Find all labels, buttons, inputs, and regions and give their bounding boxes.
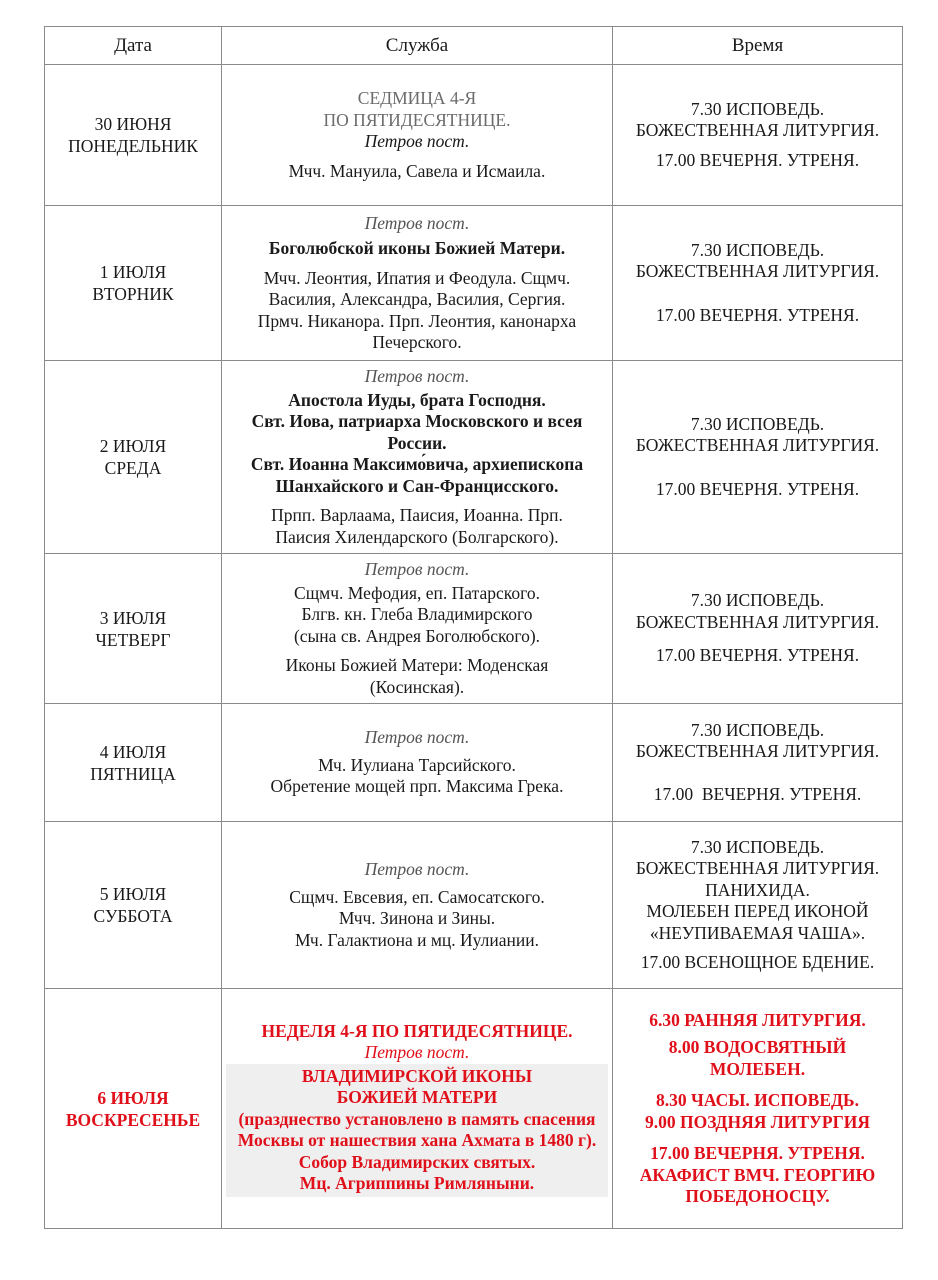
service-cell: НЕДЕЛЯ 4-Я ПО ПЯТИДЕСЯТНИЦЕ. Петров пост. ВЛАДИМИРСКОЙ ИКОНЫ БОЖИЕЙ МАТЕРИ (празднество установлено в память спасения Москвы от нашествия хана Ахмата в 1480 г). Собор Владимирских святых. Мц. Агриппины Римляныни.: [222, 989, 613, 1229]
date-cell: 3 ИЮЛЯ ЧЕТВЕРГ: [45, 554, 222, 704]
date-cell: 1 ИЮЛЯ ВТОРНИК: [45, 206, 222, 361]
table-row: [45, 206, 903, 361]
service-cell: СЕДМИЦА 4-Я ПО ПЯТИДЕСЯТНИЦЕ. Петров пост. Мчч. Мануила, Савела и Исмаила.: [222, 65, 613, 206]
service-cell: Петров пост. Сщмч. Евсевия, еп. Самосатского. Мчч. Зинона и Зины. Мч. Галактиона и мц. Иулиании.: [222, 822, 613, 989]
date-cell: 4 ИЮЛЯ ПЯТНИЦА: [45, 704, 222, 822]
time-cell: 7.30 ИСПОВЕДЬ. БОЖЕСТВЕННАЯ ЛИТУРГИЯ. 17.00 ВЕЧЕРНЯ. УТРЕНЯ.: [613, 206, 903, 361]
service-cell: Петров пост. Боголюбской иконы Божией Матери. Мчч. Леонтия, Ипатия и Феодула. Сщмч. Василия, Александра, Василия, Сергия. Прмч. Никанора. Прп. Леонтия, канонарха Печерского.: [222, 206, 613, 361]
service-cell: Петров пост. Апостола Иуды, брата Господня. Свт. Иова, патриарха Московского и всея России. Свт. Иоанна Максимо́вича, архиепископа Шанхайского и Сан-Францисского. Прпп. Варлаама, Паисия, Иоанна. Прп. Паисия Хилендарского (Болгарского).: [222, 361, 613, 554]
header-service: Служба: [222, 27, 613, 65]
table-row: [45, 704, 903, 822]
table-row: [45, 65, 903, 206]
date-cell: 6 ИЮЛЯ ВОСКРЕСЕНЬЕ: [45, 989, 222, 1229]
time-cell: 6.30 РАННЯЯ ЛИТУРГИЯ. 8.00 ВОДОСВЯТНЫЙ МОЛЕБЕН. 8.30 ЧАСЫ. ИСПОВЕДЬ. 9.00 ПОЗДНЯЯ ЛИТУРГИЯ 17.00 ВЕЧЕРНЯ. УТРЕНЯ. АКАФИСТ ВМЧ. ГЕОРГИЮ ПОБЕДОНОСЦУ.: [613, 989, 903, 1229]
time-cell: 7.30 ИСПОВЕДЬ. БОЖЕСТВЕННАЯ ЛИТУРГИЯ. 17.00 ВЕЧЕРНЯ. УТРЕНЯ.: [613, 65, 903, 206]
date-cell: 5 ИЮЛЯ СУББОТА: [45, 822, 222, 989]
date-cell: 2 ИЮЛЯ СРЕДА: [45, 361, 222, 554]
table-row: [45, 822, 903, 989]
time-cell: 7.30 ИСПОВЕДЬ. БОЖЕСТВЕННАЯ ЛИТУРГИЯ. 17.00 ВЕЧЕРНЯ. УТРЕНЯ.: [613, 554, 903, 704]
header-time: Время: [613, 27, 903, 65]
highlight-block: ВЛАДИМИРСКОЙ ИКОНЫ БОЖИЕЙ МАТЕРИ (празднество установлено в память спасения Москвы от нашествия хана Ахмата в 1480 г). Собор Владимирских святых. Мц. Агриппины Римляныни.: [226, 1064, 608, 1197]
table-row: [45, 554, 903, 704]
time-cell: 7.30 ИСПОВЕДЬ. БОЖЕСТВЕННАЯ ЛИТУРГИЯ. 17.00 ВЕЧЕРНЯ. УТРЕНЯ.: [613, 361, 903, 554]
service-cell: Петров пост. Сщмч. Мефодия, еп. Патарского. Блгв. кн. Глеба Владимирского (сына св. Андрея Боголюбского). Иконы Божией Матери: Моденская (Косинская).: [222, 554, 613, 704]
table-row: [45, 989, 903, 1229]
service-cell: Петров пост. Мч. Иулиана Тарсийского. Обретение мощей прп. Максима Грека.: [222, 704, 613, 822]
header-row: [45, 27, 903, 65]
header-date: Дата: [45, 27, 222, 65]
time-cell: 7.30 ИСПОВЕДЬ. БОЖЕСТВЕННАЯ ЛИТУРГИЯ. 17.00 ВЕЧЕРНЯ. УТРЕНЯ.: [613, 704, 903, 822]
table-row: [45, 361, 903, 554]
date-cell: 30 ИЮНЯ ПОНЕДЕЛЬНИК: [45, 65, 222, 206]
time-cell: 7.30 ИСПОВЕДЬ. БОЖЕСТВЕННАЯ ЛИТУРГИЯ. ПАНИХИДА. МОЛЕБЕН ПЕРЕД ИКОНОЙ «НЕУПИВАЕМАЯ ЧАША». 17.00 ВСЕНОЩНОЕ БДЕНИЕ.: [613, 822, 903, 989]
schedule-table: [44, 26, 903, 1229]
